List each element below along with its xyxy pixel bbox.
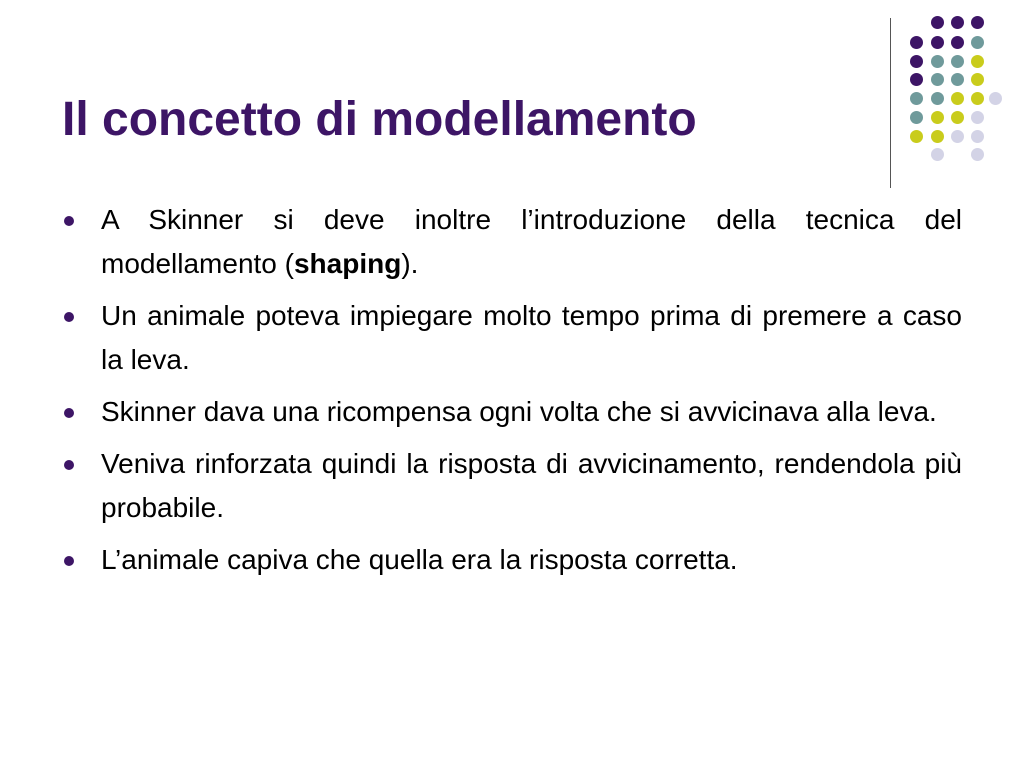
bullet-item <box>64 442 962 530</box>
decorative-dot <box>971 73 984 86</box>
decorative-dot <box>910 130 923 143</box>
bullet-dot-icon <box>64 460 74 470</box>
decorative-dot <box>951 36 964 49</box>
decorative-dot <box>951 92 964 105</box>
bullet-item <box>64 538 962 582</box>
bullet-dot-icon <box>64 216 74 226</box>
bullet-text: L’animale capiva che quella era la risposta corretta. <box>101 544 738 575</box>
decorative-dot <box>910 92 923 105</box>
decorative-dot <box>951 111 964 124</box>
decorative-dot <box>931 130 944 143</box>
decorative-dot <box>931 16 944 29</box>
decorative-dot <box>951 16 964 29</box>
decorative-dot <box>971 16 984 29</box>
bullet-dot-icon <box>64 408 74 418</box>
bullet-text: Skinner dava una ricompensa ogni volta che si avvicinava alla leva. <box>101 396 937 427</box>
bullet-text-end: ). <box>401 248 419 279</box>
decorative-dot <box>931 111 944 124</box>
decorative-dot <box>931 92 944 105</box>
decorative-dot <box>951 73 964 86</box>
decorative-dot <box>971 55 984 68</box>
decorative-dot <box>971 36 984 49</box>
decorative-dot <box>971 92 984 105</box>
decorative-dot <box>971 148 984 161</box>
slide-title: Il concetto di modellamento <box>62 93 697 146</box>
decorative-dot <box>910 55 923 68</box>
bullet-dot-icon <box>64 312 74 322</box>
bullet-text: Un animale poteva impiegare molto tempo prima di premere a caso la leva. <box>101 300 962 375</box>
decorative-dot <box>931 55 944 68</box>
decorative-dot <box>971 111 984 124</box>
bullet-dot-icon <box>64 556 74 566</box>
decorative-dot <box>971 130 984 143</box>
bullet-item <box>64 198 962 286</box>
decorative-dot <box>931 148 944 161</box>
decorative-dot <box>910 111 923 124</box>
decorative-dot <box>989 92 1002 105</box>
decorative-dot <box>951 130 964 143</box>
decorative-dot <box>931 73 944 86</box>
decorative-dot <box>951 55 964 68</box>
bullet-bold-term: shaping <box>293 248 402 279</box>
bullet-text: Veniva rinforzata quindi la risposta di avvicinamento, rendendola più probabile. <box>101 448 962 523</box>
bullet-item <box>64 390 962 434</box>
decorative-dot <box>931 36 944 49</box>
divider-line <box>890 18 891 188</box>
bullet-text: A Skinner si deve inoltre l’introduzione della tecnica del modellamento ( <box>101 204 962 279</box>
bullet-list <box>64 198 962 590</box>
decorative-dot <box>910 36 923 49</box>
bullet-item <box>64 294 962 382</box>
decorative-dot <box>910 73 923 86</box>
